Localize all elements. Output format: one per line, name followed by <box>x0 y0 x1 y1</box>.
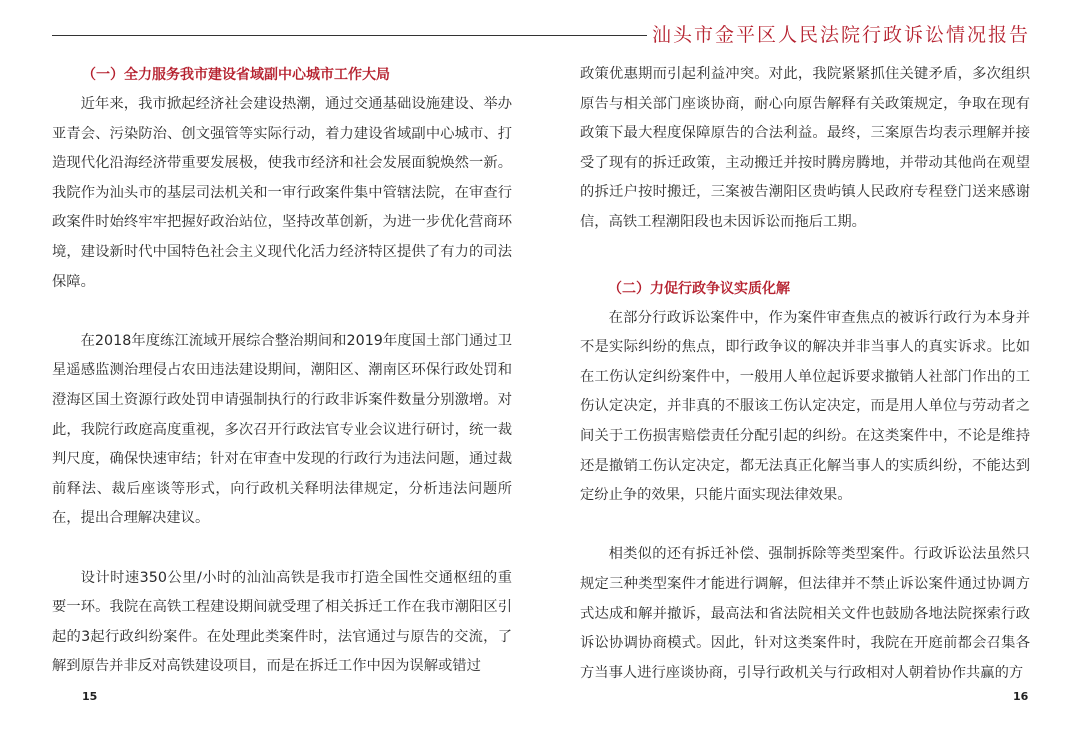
paragraph: 相类似的还有拆迁补偿、强制拆除等类型案件。行政诉讼法虽然只规定三种类型案件才能进行调解，但法律并不禁止诉讼案件通过协调方式达成和解并撤诉，最高法和省法院相关文件也鼓励各地法院探索行政诉讼协调协商模式。因此，针对这类案件时，我院在开庭前都会召集各方当事人进行座谈协商，引导行政机关与行政相对人朝着协作共赢的方 <box>580 546 1030 681</box>
paragraph: 设计时速350公里/小时的汕汕高铁是我市打造全国性交通枢纽的重要一环。我院在高铁工程建设期间就受理了相关拆迁工作在我市潮阳区引起的3起行政纠纷案件。在处理此类案件时，法官通过与原告的交流，了解到原告并非反对高铁建设项目，而是在拆迁工作中因为误解或错过 <box>52 569 512 675</box>
paragraph: 在部分行政诉讼案件中，作为案件审查焦点的被诉行政行为本身并不是实际纠纷的焦点，即行政争议的解决并非当事人的真实诉求。比如在工伤认定纠纷案件中，一般用人单位起诉要求撤销人社部门作出的工伤认定决定，并非真的不服该工伤认定决定，而是用人单位与劳动者之间关于工伤损害赔偿责任分配引起的纠纷。在这类案件中，不论是维持还是撤销工伤认定决定，都无法真正化解当事人的实质纠纷，不能达到定纷止争的效果，只能片面实现法律效果。 <box>580 309 1030 504</box>
section-heading-2: （二）力促行政争议实质化解 <box>608 280 790 297</box>
section-heading-1: （一）全力服务我市建设省域副中心城市工作大局 <box>82 67 390 83</box>
paragraph: 在2018年度练江流域开展综合整治期间和2019年度国土部门通过卫星遥感监测治理侵占农田违法建设期间，潮阳区、潮南区环保行政处罚和澄海区国土资源行政处罚申请强制执行的行政非诉案件数量分别激增。对此，我院行政庭高度重视，多次召开行政法官专业会议进行研讨，统一裁判尺度，确保快速审结；针对在审查中发现的行政行为违法问题，通过裁前释法、裁后座谈等形式，向行政机关释明法律规定，分析违法问题所在，提出合理解决建议。 <box>52 332 512 527</box>
header-rule <box>52 35 647 36</box>
page-number-left: 15 <box>82 690 98 703</box>
paragraph-gap <box>52 534 512 564</box>
paragraph-gap <box>580 238 1030 274</box>
right-page <box>580 60 1030 688</box>
paragraph-gap <box>52 297 512 327</box>
paragraph-gap <box>580 511 1030 541</box>
paragraph: 近年来，我市掀起经济社会建设热潮，通过交通基础设施建设、举办亚青会、污染防治、创文强管等实际行动，着力建设省域副中心城市、打造现代化沿海经济带重要发展极，使我市经济和社会发展面貌焕然一新。我院作为汕头市的基层司法机关和一审行政案件集中管辖法院，在审查行政案件时始终牢牢把握好政治站位，坚持改革创新，为进一步优化营商环境，建设新时代中国特色社会主义现代化活力经济特区提供了有力的司法保障。 <box>52 96 512 290</box>
left-page <box>52 60 512 682</box>
report-title: 汕头市金平区人民法院行政诉讼情况报告 <box>652 24 1031 46</box>
page-number-right: 16 <box>1013 690 1029 703</box>
continued-paragraph: 政策优惠期而引起利益冲突。对此，我院紧紧抓住关键矛盾，多次组织原告与相关部门座谈协商，耐心向原告解释有关政策规定，争取在现有政策下最大程度保障原告的合法利益。最终，三案原告均表示理解并接受了现有的拆迁政策，主动搬迁并按时腾房腾地，并带动其他尚在观望的拆迁户按时搬迁，三案被告潮阳区贵屿镇人民政府专程登门送来感谢信，高铁工程潮阳段也未因诉讼而拖后工期。 <box>580 66 1030 230</box>
